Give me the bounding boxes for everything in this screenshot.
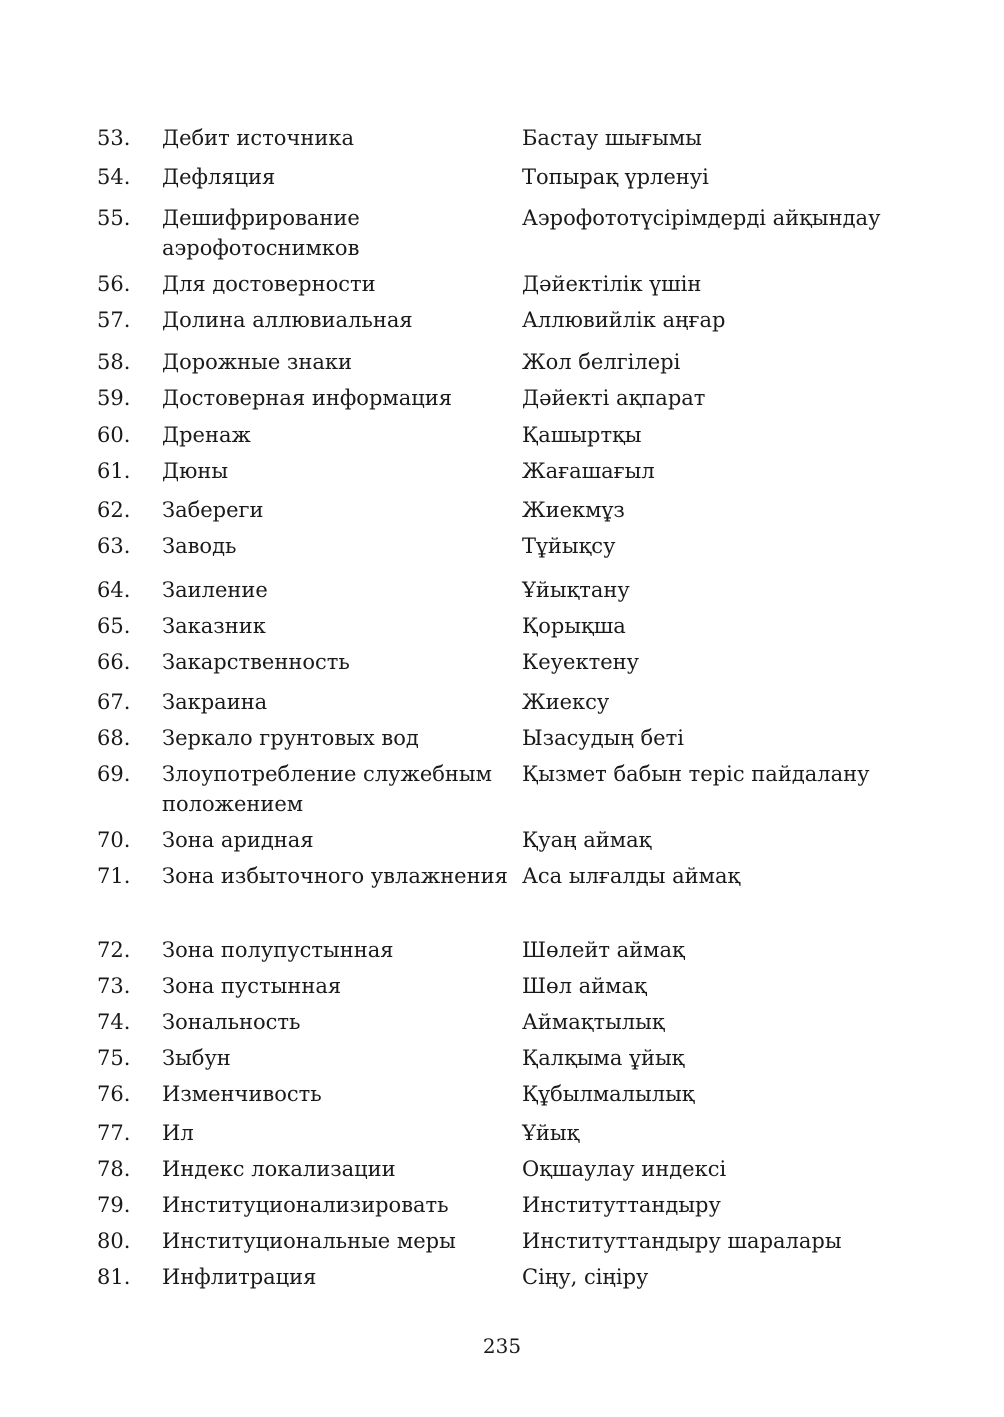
entry-term-kazakh: Дәйекті ақпарат bbox=[522, 386, 706, 410]
entry-term-russian: Заводь bbox=[162, 534, 237, 558]
entry-term-kazakh: Институттандыру шаралары bbox=[522, 1229, 842, 1253]
entry-term-russian: Ил bbox=[162, 1121, 194, 1145]
entry-term-kazakh: Қашыртқы bbox=[522, 423, 642, 447]
entry-term-kazakh: Жол белгілері bbox=[522, 350, 681, 374]
entry-term-kazakh: Құбылмалылық bbox=[522, 1082, 695, 1106]
entry-term-russian: Достоверная информация bbox=[162, 386, 452, 410]
entry-number: 67. bbox=[97, 690, 131, 714]
entry-term-kazakh: Жиексу bbox=[522, 690, 610, 714]
entry-number: 65. bbox=[97, 614, 131, 638]
entry-term-russian: Институциональные меры bbox=[162, 1229, 456, 1253]
entry-number: 63. bbox=[97, 534, 131, 558]
entry-term-russian: Изменчивость bbox=[162, 1082, 322, 1106]
entry-term-kazakh: Дәйектілік үшін bbox=[522, 272, 702, 296]
entry-number: 81. bbox=[97, 1265, 131, 1289]
entry-number: 68. bbox=[97, 726, 131, 750]
entry-term-kazakh: Топырақ үрленуі bbox=[522, 165, 709, 189]
entry-term-kazakh: Аэрофототүсірімдерді айқындау bbox=[522, 206, 881, 230]
entry-number: 56. bbox=[97, 272, 131, 296]
entry-term-russian: Для достоверности bbox=[162, 272, 376, 296]
entry-number: 71. bbox=[97, 864, 131, 888]
entry-term-russian: Зона полупустынная bbox=[162, 938, 394, 962]
entry-number: 80. bbox=[97, 1229, 131, 1253]
entry-term-kazakh: Бастау шығымы bbox=[522, 126, 702, 150]
entry-number: 61. bbox=[97, 459, 131, 483]
entry-number: 72. bbox=[97, 938, 131, 962]
entry-number: 79. bbox=[97, 1193, 131, 1217]
entry-term-russian: Закраина bbox=[162, 690, 268, 714]
entry-term-russian: Зональность bbox=[162, 1010, 301, 1034]
entry-term-kazakh: Қорықша bbox=[522, 614, 626, 638]
entry-number: 53. bbox=[97, 126, 131, 150]
entry-number: 74. bbox=[97, 1010, 131, 1034]
entry-term-kazakh: Кеуектену bbox=[522, 650, 639, 674]
entry-term-kazakh: Қалқыма ұйық bbox=[522, 1046, 685, 1070]
entry-number: 70. bbox=[97, 828, 131, 852]
entry-term-kazakh: Шөлейт аймақ bbox=[522, 938, 685, 962]
entry-term-russian: Закарственность bbox=[162, 650, 350, 674]
entry-term-kazakh: Аллювийлік аңғар bbox=[522, 308, 726, 332]
entry-term-kazakh: Аймақтылық bbox=[522, 1010, 665, 1034]
entry-number: 66. bbox=[97, 650, 131, 674]
entry-term-russian: Зона пустынная bbox=[162, 974, 342, 998]
entry-term-russian: Дюны bbox=[162, 459, 229, 483]
entry-number: 64. bbox=[97, 578, 131, 602]
entry-term-kazakh: Қызмет бабын теріс пайдалану bbox=[522, 762, 870, 786]
entry-term-russian: Инфлитрация bbox=[162, 1265, 317, 1289]
entry-number: 69. bbox=[97, 762, 131, 786]
entry-term-kazakh: Жағашағыл bbox=[522, 459, 655, 483]
entry-term-russian: Дешифрирование аэрофотоснимков bbox=[162, 206, 360, 260]
entry-number: 54. bbox=[97, 165, 131, 189]
entry-term-russian: Дефляция bbox=[162, 165, 276, 189]
entry-term-russian: Индекс локализации bbox=[162, 1157, 396, 1181]
entry-number: 55. bbox=[97, 206, 131, 230]
entry-term-russian: Дорожные знаки bbox=[162, 350, 353, 374]
entry-number: 75. bbox=[97, 1046, 131, 1070]
entry-term-kazakh: Аса ылғалды аймақ bbox=[522, 864, 741, 888]
entry-term-kazakh: Институттандыру bbox=[522, 1193, 721, 1217]
entry-term-russian: Зыбун bbox=[162, 1046, 231, 1070]
entry-term-russian: Дренаж bbox=[162, 423, 251, 447]
entry-term-russian: Заказник bbox=[162, 614, 266, 638]
entry-term-russian: Зона избыточного увлажнения bbox=[162, 864, 508, 888]
entry-term-kazakh: Сіңу, сіңіру bbox=[522, 1265, 649, 1289]
entry-number: 59. bbox=[97, 386, 131, 410]
entry-term-kazakh: Ұйық bbox=[522, 1121, 580, 1145]
entry-term-kazakh: Шөл аймақ bbox=[522, 974, 647, 998]
entry-term-kazakh: Жиекмұз bbox=[522, 498, 625, 522]
entry-term-kazakh: Ұйықтану bbox=[522, 578, 630, 602]
entry-number: 76. bbox=[97, 1082, 131, 1106]
entry-number: 73. bbox=[97, 974, 131, 998]
entry-term-russian: Долина аллювиальная bbox=[162, 308, 413, 332]
entry-term-russian: Дебит источника bbox=[162, 126, 354, 150]
entry-number: 62. bbox=[97, 498, 131, 522]
entry-number: 77. bbox=[97, 1121, 131, 1145]
entry-term-russian: Заиление bbox=[162, 578, 268, 602]
entry-term-russian: Зеркало грунтовых вод bbox=[162, 726, 419, 750]
entry-term-kazakh: Ызасудың беті bbox=[522, 726, 684, 750]
entry-number: 78. bbox=[97, 1157, 131, 1181]
entry-term-kazakh: Оқшаулау индексі bbox=[522, 1157, 727, 1181]
entry-term-kazakh: Қуаң аймақ bbox=[522, 828, 652, 852]
entry-number: 60. bbox=[97, 423, 131, 447]
entry-term-russian: Злоупотребление служебным положением bbox=[162, 762, 492, 816]
entry-term-kazakh: Тұйықсу bbox=[522, 534, 616, 558]
entry-number: 57. bbox=[97, 308, 131, 332]
entry-term-russian: Зона аридная bbox=[162, 828, 314, 852]
entry-term-russian: Забереги bbox=[162, 498, 264, 522]
entry-term-russian: Институционализировать bbox=[162, 1193, 449, 1217]
page-number: 235 bbox=[482, 1334, 522, 1358]
entry-number: 58. bbox=[97, 350, 131, 374]
